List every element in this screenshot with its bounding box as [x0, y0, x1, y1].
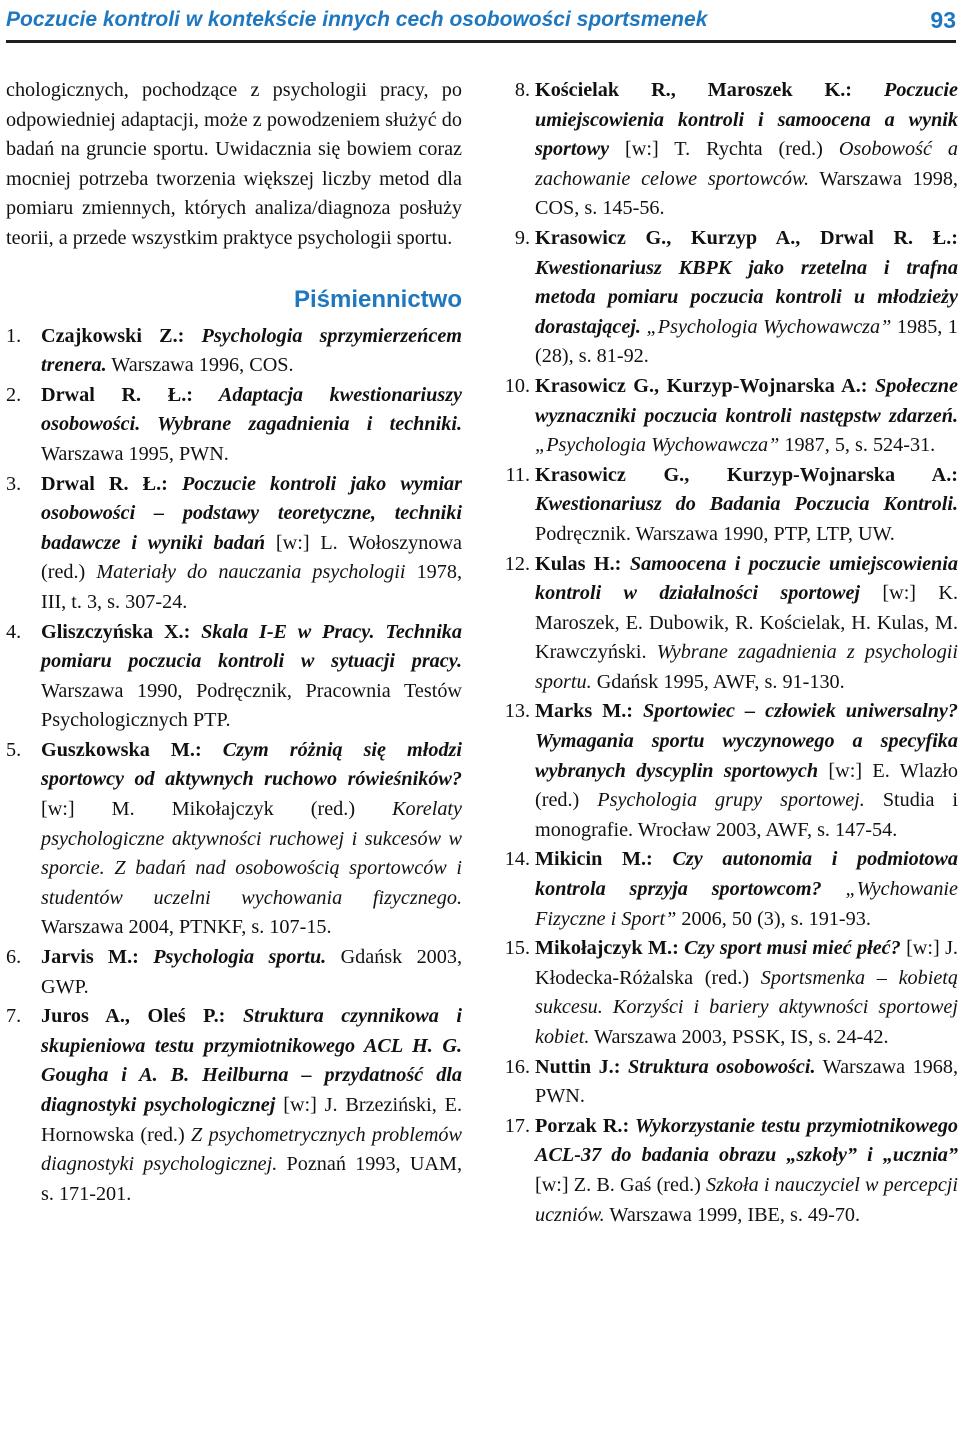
reference-details-2: Warszawa 1998, COS, s. 145-56.: [535, 167, 958, 220]
reference-details-2: 1987, 5, s. 524-31.: [779, 434, 936, 457]
reference-details-2: Warszawa 1999, IBE, s. 49-70.: [604, 1203, 861, 1226]
reference-title: Poczucie umiejscowienia kontroli i samoocena a wynik sportowy: [535, 79, 958, 161]
reference-details-2: Gdańsk 1995, AWF, s. 91-130.: [591, 670, 845, 693]
reference-author: Krasowicz G., Kurzyp A., Drwal R. Ł.:: [535, 226, 958, 249]
reference-details: [w:] L. Wołoszynowa (red.): [41, 531, 462, 584]
reference-author: Czajkowski Z.:: [41, 324, 185, 347]
reference-number: 9.: [514, 226, 530, 249]
reference-number: 15.: [504, 937, 530, 960]
page-number: 93: [930, 7, 956, 33]
reference-title: Struktura osobowości.: [620, 1055, 816, 1078]
reference-details: [w:] M. Mikołajczyk (red.): [41, 798, 393, 821]
reference-series: „Wychowanie Fizyczne i Sport”: [535, 878, 959, 930]
reference-details-2: 1978, III, t. 3, s. 307-24.: [41, 561, 462, 613]
right-column: [500, 76, 958, 1230]
reference-details-2: Warszawa 2004, PTNKF, s. 107-15.: [41, 916, 332, 939]
reference-author: Juros A., Oleś P.:: [41, 1005, 226, 1028]
reference-title: Kwestionariusz do Badania Poczucia Kontroli.: [535, 493, 958, 516]
reference-author: Nuttin J.:: [535, 1055, 621, 1078]
reference-item: [500, 845, 958, 934]
reference-details-2: Studia i monografie. Wrocław 2003, AWF, s. 147-54.: [535, 789, 959, 841]
reference-number: 16.: [504, 1055, 530, 1078]
reference-title: Samoocena i poczucie umiejscowienia kontroli w działalności sportowej: [535, 552, 958, 605]
reference-number: 11.: [505, 463, 530, 486]
reference-author: Krasowicz G., Kurzyp-Wojnarska A.:: [535, 374, 868, 397]
reference-item: [6, 618, 462, 736]
reference-title: Adaptacja kwestionariuszy osobowości. Wybrane zagadnienia i techniki.: [41, 383, 463, 436]
reference-series: Z psychometrycznych problemów diagnostyki psychologicznej.: [41, 1123, 462, 1176]
reference-item: [500, 1053, 958, 1112]
reference-details: [w:] J. Brzeziński, E. Hornowska (red.): [41, 1094, 462, 1146]
reference-number: 4.: [6, 620, 22, 643]
reference-item: [500, 1112, 958, 1230]
reference-author: Marks M.:: [535, 700, 634, 723]
reference-author: Jarvis M.:: [41, 946, 139, 969]
reference-author: Mikołajczyk M.:: [535, 937, 679, 960]
reference-item: [500, 697, 958, 845]
running-title: Poczucie kontroli w kontekście innych cech osobowości sportsmenek: [6, 8, 708, 31]
reference-number: 7.: [6, 1005, 22, 1028]
reference-details: [822, 878, 846, 900]
reference-number: 6.: [6, 946, 22, 969]
reference-number: 14.: [504, 848, 530, 871]
reference-number: 1.: [6, 324, 22, 347]
reference-series: „Psychologia Wychowawcza”: [646, 315, 892, 338]
reference-details: Podręcznik. Warszawa 1990, PTP, LTP, UW.: [535, 522, 895, 545]
reference-author: Mikicin M.:: [535, 848, 653, 871]
reference-details: Warszawa 1996, COS.: [106, 354, 294, 377]
reference-details-2: 1985, 1 (28), s. 81-92.: [535, 315, 958, 368]
reference-number: 3.: [6, 472, 22, 495]
reference-item: [500, 76, 958, 224]
reference-author: Guszkowska M.:: [41, 738, 202, 761]
reference-series: Szkoła i nauczyciel w percepcji uczniów.: [535, 1173, 959, 1226]
section-title: Piśmiennictwo: [293, 285, 462, 313]
reference-title: Poczucie kontroli jako wymiar osobowości – podstawy teoretyczne, techniki badawcze i wyniki badań: [41, 472, 463, 554]
reference-details-2: 2006, 50 (3), s. 191-93.: [676, 907, 871, 930]
reference-title: Struktura czynnikowa i skupieniowa testu przymiotnikowego ACL H. G. Gougha i A. B. Heilburna – przydatność dla diagnostyki psychologicznej: [41, 1005, 462, 1116]
reference-details-2: Warszawa 2003, PSSK, IS, s. 24-42.: [589, 1026, 889, 1048]
reference-series: Osobowość a zachowanie celowe sportowców.: [535, 138, 958, 190]
reference-item: [6, 322, 462, 381]
reference-details-2: Poznań 1993, UAM, s. 171-201.: [41, 1153, 462, 1205]
reference-author: Drwal R. Ł.:: [41, 383, 193, 406]
reference-item: [6, 1002, 462, 1209]
reference-item: [6, 943, 462, 1002]
reference-author: Gliszczyńska X.:: [41, 620, 191, 643]
reference-details: Warszawa 1968, PWN.: [535, 1055, 959, 1108]
reference-title: Wykorzystanie testu przymiotnikowego ACL-37 do badania obrazu „szkoły” i „ucznia”: [535, 1114, 959, 1167]
reference-author: Drwal R. Ł.:: [41, 472, 168, 495]
reference-series: Sportsmenka – kobietą sukcesu. Korzyści i bariery aktywności sportowej kobiet.: [535, 966, 958, 1048]
reference-list-left: [6, 322, 462, 1210]
reference-title: Kwestionariusz KBPK jako rzetelna i trafna metoda pomiaru poczucia kontroli u młodzieży dorastającej.: [535, 256, 958, 338]
reference-number: 2.: [6, 383, 22, 406]
reference-details: [w:] J. Kłodecka-Różalska (red.): [535, 937, 958, 989]
reference-title: Skala I-E w Pracy. Technika pomiaru poczucia kontroli w sytuacji pracy.: [41, 620, 462, 673]
reference-number: 13.: [504, 700, 530, 723]
reference-author: Kulas H.:: [535, 552, 622, 575]
reference-item: [6, 736, 462, 943]
reference-item: [6, 470, 462, 618]
intro-paragraph: chologicznych, pochodzące z psychologii pracy, po odpowiedniej adaptacji, może z powodzeniem służyć do badań na gruncie sportu. Uwidacznia się bowiem coraz mocniej potrzeba tworzenia większej liczby metod dla pomiaru zmiennych, których analiza/diagnoza posłuży teorii, a przede wszystkim praktyce psychologii sportu.: [6, 79, 462, 249]
reference-details: [w:] E. Wlazło (red.): [535, 759, 958, 812]
reference-title: Psychologia sportu.: [138, 946, 327, 969]
reference-item: [500, 461, 958, 550]
reference-details: Gdańsk 2003, GWP.: [41, 946, 462, 998]
running-header: [6, 4, 956, 44]
reference-item: [500, 372, 958, 461]
reference-title: Społeczne wyznaczniki poczucia kontroli następstw zdarzeń.: [535, 374, 958, 427]
reference-item: [6, 381, 462, 470]
left-column: [6, 76, 462, 1209]
reference-title: Czym różnią się młodzi sportowcy od aktywnych ruchowo rówieśników?: [41, 738, 462, 791]
reference-series: Wybrane zagadnienia z psychologii sportu.: [535, 641, 959, 693]
reference-number: 5.: [6, 738, 22, 761]
reference-number: 17.: [504, 1114, 530, 1137]
reference-number: 12.: [504, 552, 530, 575]
header-rule: [6, 40, 956, 43]
reference-number: 8.: [514, 79, 530, 101]
reference-item: [500, 934, 958, 1052]
reference-list-right: [500, 76, 958, 1230]
reference-details: [w:] Z. B. Gaś (red.): [535, 1173, 707, 1196]
reference-series: Materiały do nauczania psychologii: [96, 561, 406, 584]
reference-details: [w:] K. Maroszek, E. Dubowik, R. Kościelak, H. Kulas, M. Krawczyński.: [535, 582, 958, 664]
reference-title: Sportowiec – człowiek uniwersalny? Wymagania sportu wyczynowego a specyfika wybranych dyscyplin sportowych: [535, 700, 958, 782]
reference-details: [w:] T. Rychta (red.): [609, 138, 839, 161]
reference-author: Porzak R.:: [535, 1114, 630, 1137]
reference-series: „Psychologia Wychowawcza”: [535, 434, 780, 457]
reference-number: 10.: [504, 374, 530, 397]
reference-series: Psychologia grupy sportowej.: [597, 789, 865, 812]
reference-item: [500, 224, 958, 372]
reference-title: Czy sport musi mieć płeć?: [678, 937, 901, 960]
reference-item: [500, 550, 958, 698]
reference-author: Kościelak R., Maroszek K.:: [535, 79, 853, 101]
reference-author: Krasowicz G., Kurzyp-Wojnarska A.:: [535, 463, 958, 486]
reference-title: Czy autonomia i podmiotowa kontrola sprzyja sportowcom?: [535, 848, 958, 901]
reference-details: Warszawa 1995, PWN.: [41, 442, 229, 465]
reference-title: Psychologia sprzymierzeńcem trenera.: [41, 324, 462, 377]
reference-details: Warszawa 1990, Podręcznik, Pracownia Testów Psychologicznych PTP.: [41, 679, 462, 732]
reference-series: Korelaty psychologiczne aktywności ruchowej i sukcesów w sporcie. Z badań nad osobowością sportowców i studentów uczelni wychowania fizycznego.: [41, 798, 462, 909]
